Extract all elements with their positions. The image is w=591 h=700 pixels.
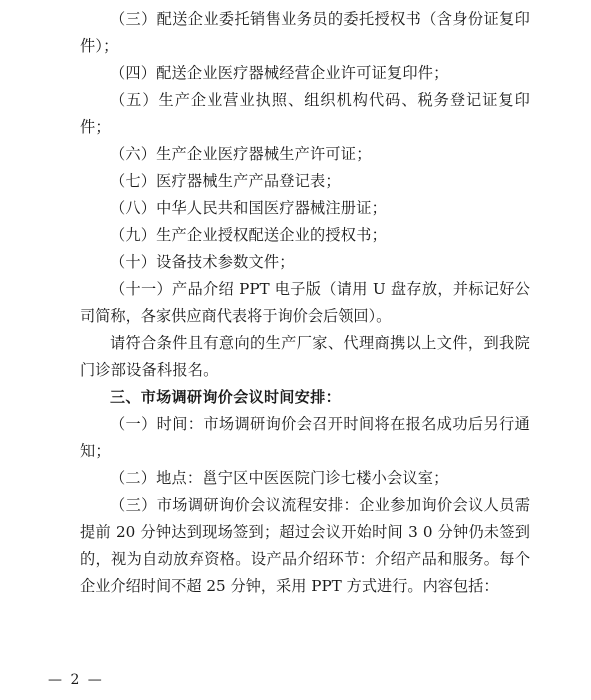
- registration-notice: 请符合条件且有意向的生产厂家、代理商携以上文件，到我院门诊部设备科报名。: [80, 334, 530, 379]
- list-item-6-production-license: （六）生产企业医疗器械生产许可证；: [110, 145, 372, 163]
- schedule-item-procedure: （三）市场调研询价会议流程安排：企业参加询价会议人员需提前 20 分钟达到现场签到；超过会议开始时间 3 0 分钟仍未签到的，视为自动放弃资格。设产品介绍环节：介绍产品和服务。每个企业介绍时间不超 25 分钟，采用 PPT 方式进行。内容包括：: [80, 496, 530, 595]
- schedule-item-location: （二）地点：邕宁区中医医院门诊七楼小会议室；: [110, 469, 449, 487]
- list-item-8-registration-certificate: （八）中华人民共和国医疗器械注册证；: [110, 199, 387, 217]
- list-item-9-authorization-letter: （九）生产企业授权配送企业的授权书；: [110, 226, 387, 244]
- list-item-7-product-registration: （七）医疗器械生产产品登记表；: [110, 172, 341, 190]
- list-item-10-technical-parameters: （十）设备技术参数文件；: [110, 253, 295, 271]
- list-item-4-distributor-license: （四）配送企业医疗器械经营企业许可证复印件；: [110, 64, 449, 82]
- schedule-item-time: （一）时间：市场调研询价会召开时间将在报名成功后另行通知；: [80, 415, 530, 460]
- list-item-11-ppt: （十一）产品介绍 PPT 电子版（请用 U 盘存放，并标记好公司简称，各家供应商代表将于询价会后领回）。: [80, 280, 530, 325]
- section-heading-3: 三、市场调研询价会议时间安排：: [110, 388, 342, 406]
- document-body: [80, 6, 530, 600]
- list-item-5-business-license: （五）生产企业营业执照、组织机构代码、税务登记证复印件；: [80, 91, 530, 136]
- page-number: — 2 —: [48, 672, 104, 688]
- list-item-3-authorization: （三）配送企业委托销售业务员的委托授权书（含身份证复印件）；: [80, 10, 530, 55]
